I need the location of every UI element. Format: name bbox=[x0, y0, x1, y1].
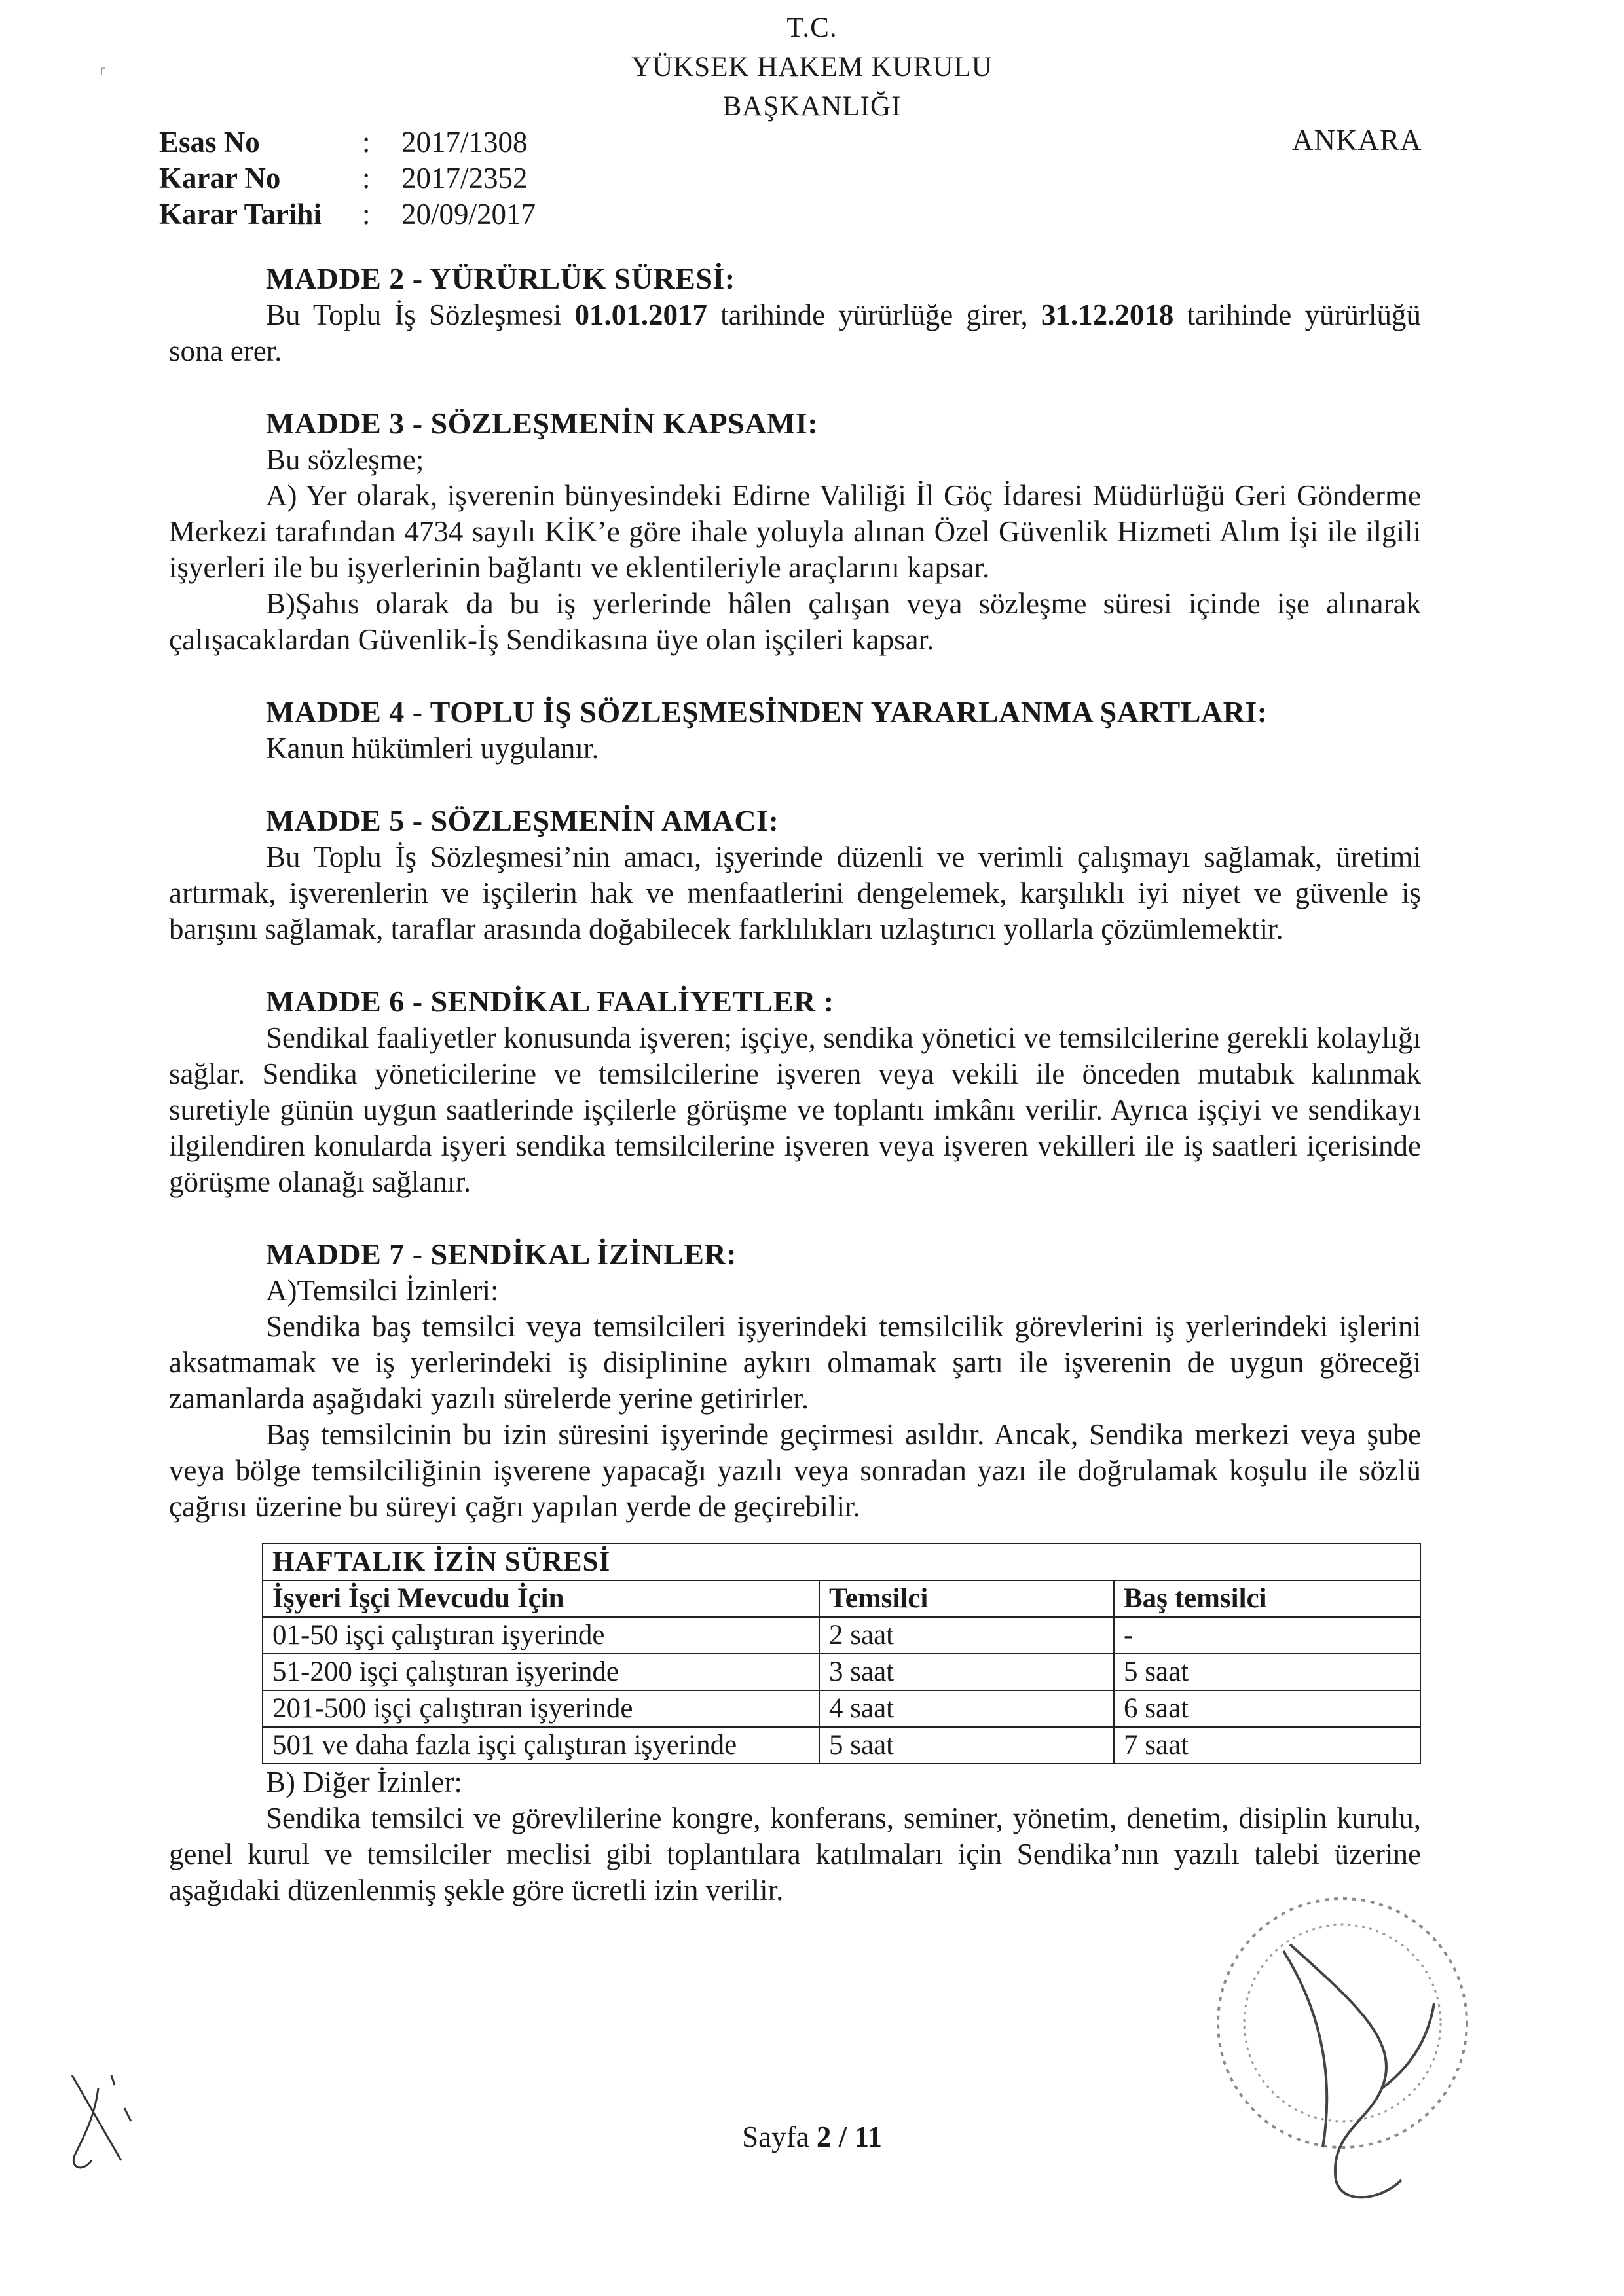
madde-2-t1: Bu Toplu İş Sözleşmesi bbox=[266, 299, 575, 331]
weekly-leave-table bbox=[262, 1543, 1421, 1764]
madde-3-b: B)Şahıs olarak da bu iş yerlerinde hâlen çalışan veya sözleşme süresi içinde işe alınarak çalışacaklardan Güvenlik-İş Sendikasına üye olan işçileri kapsar. bbox=[169, 587, 1421, 656]
table-cell: 4 saat bbox=[819, 1690, 1114, 1727]
table-cell: 6 saat bbox=[1114, 1690, 1420, 1727]
meta-value: 2017/1308 bbox=[401, 126, 528, 158]
madde-6-title: MADDE 6 - SENDİKAL FAALİYETLER : bbox=[266, 985, 834, 1018]
header-tc: T.C. bbox=[786, 12, 838, 43]
page-separator: / bbox=[831, 2121, 855, 2153]
madde-3-a: A) Yer olarak, işverenin bünyesindeki Edirne Valiliği İl Göç İdaresi Müdürlüğü Geri Gönderme Merkezi tarafından 4734 sayılı KİK’e göre ihale yoluyla alınan Özel Güvenlik Hizmeti Alım İşi ile ilgili işyerleri ile bu işyerlerinin bağlantı ve eklentileriyle araçlarını kapsar. bbox=[169, 479, 1421, 584]
table-row bbox=[263, 1690, 1420, 1727]
madde-7-title: MADDE 7 - SENDİKAL İZİNLER: bbox=[266, 1237, 737, 1271]
table-cell: 201-500 işçi çalıştıran işyerinde bbox=[263, 1690, 819, 1727]
madde-7-text-2: Baş temsilcinin bu izin süresini işyerinde geçirmesi asıldır. Ancak, Sendika merkezi veya şube veya bölge temsilciliğinin işverene yapacağı yazılı veya sonradan yazı ile doğrulamak koşulu ile sözlü çağrısı üzerine bu süreyi çağrı yapılan yerde de geçirebilir. bbox=[169, 1418, 1421, 1523]
madde-3-title: MADDE 3 - SÖZLEŞMENİN KAPSAMI: bbox=[266, 407, 819, 440]
meta-row-karar bbox=[159, 160, 536, 196]
page-label: Sayfa bbox=[742, 2121, 817, 2153]
madde-7-sub-b: B) Diğer İzinler: bbox=[266, 1766, 462, 1798]
page-footer bbox=[0, 2120, 1624, 2154]
madde-4-text: Kanun hükümleri uygulanır. bbox=[266, 732, 599, 765]
table-header-cell: İşyeri İşçi Mevcudu İçin bbox=[263, 1580, 819, 1617]
table-cell: 7 saat bbox=[1114, 1727, 1420, 1764]
meta-row-tarih bbox=[159, 196, 536, 232]
header-institution: YÜKSEK HAKEM KURULU bbox=[631, 52, 993, 82]
meta-label: Karar Tarihi bbox=[159, 198, 322, 230]
corner-mark bbox=[98, 62, 118, 82]
page-total: 11 bbox=[854, 2121, 882, 2153]
madde-2-end-date: 31.12.2018 bbox=[1041, 299, 1174, 331]
meta-label: Esas No bbox=[159, 126, 260, 158]
header-presidency: BAŞKANLIĞI bbox=[722, 91, 902, 122]
table-row bbox=[263, 1617, 1420, 1654]
table-cell: 5 saat bbox=[1114, 1654, 1420, 1690]
table-row bbox=[263, 1727, 1420, 1764]
official-stamp-icon bbox=[1185, 1872, 1500, 2213]
madde-7-sub-a: A)Temsilci İzinleri: bbox=[266, 1274, 499, 1307]
table-cell: 5 saat bbox=[819, 1727, 1114, 1764]
madde-2-t2: tarihinde yürürlüğe girer, bbox=[707, 299, 1041, 331]
table-caption: HAFTALIK İZİN SÜRESİ bbox=[263, 1544, 1420, 1580]
meta-value: 20/09/2017 bbox=[401, 198, 536, 230]
page-number: 2 bbox=[816, 2121, 832, 2153]
madde-3-intro: Bu sözleşme; bbox=[266, 443, 424, 476]
table-row bbox=[263, 1654, 1420, 1690]
table-caption-row bbox=[263, 1544, 1420, 1580]
table-cell: 2 saat bbox=[819, 1617, 1114, 1654]
table-cell: - bbox=[1114, 1617, 1420, 1654]
madde-2-t3: tarihinde yürürlüğü sona erer. bbox=[169, 299, 1422, 367]
table-header-row bbox=[263, 1580, 1420, 1617]
header-city: ANKARA bbox=[1292, 124, 1422, 156]
madde-5-text: Bu Toplu İş Sözleşmesi’nin amacı, işyerinde düzenli ve verimli çalışmayı sağlamak, üretimi artırmak, işverenlerin ve işçilerin hak ve menfaatlerini dengelemek, karşılıklı iyi niyet ve güvenle iş barışını sağlamak, taraflar arasında doğabilecek farklılıkları uzlaştırıcı yollarla çözümlemektir. bbox=[169, 841, 1421, 945]
meta-value: 2017/2352 bbox=[401, 162, 528, 194]
svg-text:r: r bbox=[100, 63, 106, 79]
madde-4-title: MADDE 4 - TOPLU İŞ SÖZLEŞMESİNDEN YARARLANMA ŞARTLARI: bbox=[266, 695, 1268, 729]
madde-7-text-3: Sendika temsilci ve görevlilerine kongre, konferans, seminer, yönetim, denetim, disiplin kurulu, genel kurul ve temsilciler meclisi gibi toplantılara katılmaları için Sendika’nın yazılı talebi üzerine aşağıdaki düzenlenmiş şekle göre ücretli izin verilir. bbox=[169, 1802, 1421, 1906]
madde-2-start-date: 01.01.2017 bbox=[574, 299, 708, 331]
document-body bbox=[169, 261, 1421, 1908]
table-cell: 3 saat bbox=[819, 1654, 1114, 1690]
madde-7-text-1: Sendika baş temsilci veya temsilcileri işyerindeki temsilcilik görevlerini iş yerlerindeki işlerini aksatmamak ve iş yerlerindeki iş disiplinine aykırı olmamak şartı ile işverenin de uygun göreceği zamanlarda aşağıdaki yazılı sürelerde yerine getirirler. bbox=[169, 1310, 1421, 1415]
meta-sep: : bbox=[362, 162, 371, 194]
meta-sep: : bbox=[362, 126, 371, 158]
case-meta bbox=[159, 124, 536, 232]
madde-2-text bbox=[169, 297, 1421, 369]
table-cell: 501 ve daha fazla işçi çalıştıran işyerinde bbox=[263, 1727, 819, 1764]
table-header-cell: Temsilci bbox=[819, 1580, 1114, 1617]
table-header-cell: Baş temsilci bbox=[1114, 1580, 1420, 1617]
table-cell: 51-200 işçi çalıştıran işyerinde bbox=[263, 1654, 819, 1690]
madde-2-title: MADDE 2 - YÜRÜRLÜK SÜRESİ: bbox=[266, 262, 735, 295]
madde-6-text: Sendikal faaliyetler konusunda işveren; işçiye, sendika yönetici ve temsilcilerine gerekli kolaylığı sağlar. Sendika yöneticilerine ve temsilcilerine işveren veya vekili ile önceden mutabık kalınmak suretiyle günün uygun saatlerinde işçilerle görüşme ve toplantı imkânı verilir. Ayrıca işçiyi ve sendikayı ilgilendiren konularda işyeri sendika temsilcilerine işveren veya işveren vekilleri ile iş saatleri içerisinde görüşme olanağı sağlanır. bbox=[169, 1021, 1421, 1198]
table-cell: 01-50 işçi çalıştıran işyerinde bbox=[263, 1617, 819, 1654]
meta-sep: : bbox=[362, 198, 371, 230]
madde-5-title: MADDE 5 - SÖZLEŞMENİN AMACI: bbox=[266, 804, 779, 837]
meta-label: Karar No bbox=[159, 162, 281, 194]
meta-row-esas bbox=[159, 124, 536, 160]
